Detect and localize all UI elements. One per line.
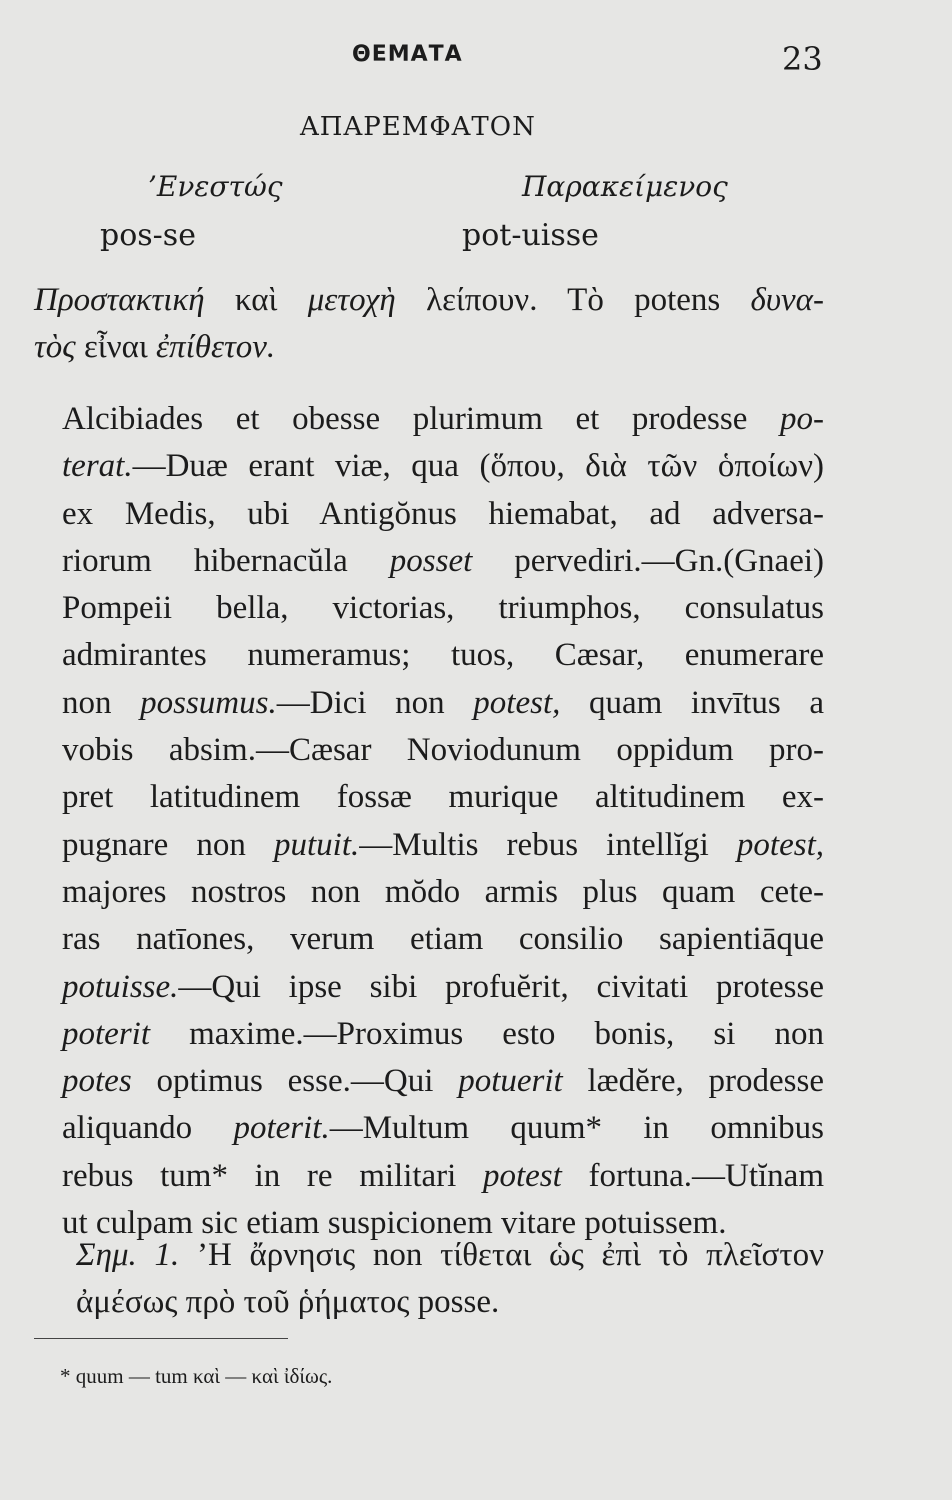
text-run: —Duæ erant viæ, qua (ὅπου, διὰ τῶν ὁποίων) — [132, 448, 824, 485]
text-run: ex Medis, ubi Antigŏnus hiemabat, ad adversa- — [62, 495, 824, 532]
running-head: ΘΕΜΑΤΑ — [352, 42, 463, 67]
text-line — [34, 680, 824, 727]
italic-word: poterit — [62, 1015, 150, 1052]
italic-word: possumus. — [140, 684, 277, 721]
note-term: ἐπίθετον. — [156, 329, 276, 366]
text-run: —Multum quum* in omnibus — [329, 1110, 824, 1147]
text-run: pret latitudinem fossæ murique altitudinem ex- — [62, 779, 824, 816]
section-title: ΑΠΑΡΕΜΦΑΤΟΝ — [300, 112, 536, 142]
note-line — [34, 324, 824, 371]
text-line — [34, 964, 824, 1011]
text-run: quam invītus a — [560, 684, 825, 721]
text-line — [34, 1232, 824, 1279]
note-term: μετοχὴ — [307, 282, 396, 318]
example-sentences-paragraph — [34, 396, 824, 1247]
text-line — [34, 1011, 824, 1058]
text-run: majores nostros non mŏdo armis plus quam cete- — [62, 873, 824, 910]
grammar-note — [34, 277, 824, 372]
italic-word: po- — [780, 401, 824, 437]
note-text: λείπουν. Τὸ potens — [395, 282, 751, 318]
text-line — [34, 443, 824, 490]
text-run: Alcibiades et obesse plurimum et prodesse — [62, 401, 780, 437]
text-run: pervediri.—Gn.(Gnaei) — [472, 542, 824, 579]
text-run: aliquando — [62, 1110, 234, 1147]
italic-word: potest, — [473, 684, 561, 721]
text-line — [34, 538, 824, 585]
text-line — [34, 585, 824, 632]
perfect-infinitive: pot-uisse — [462, 218, 599, 253]
present-infinitive: pos-se — [100, 218, 196, 253]
text-line — [34, 1058, 824, 1105]
note-term: δυνα- — [750, 282, 824, 318]
text-run: non — [62, 684, 141, 721]
text-line — [34, 491, 824, 538]
italic-word: putuit. — [274, 826, 360, 863]
italic-word: poterit. — [233, 1110, 330, 1147]
text-run: vobis absim.—Cæsar Noviodunum oppidum pro- — [62, 732, 824, 769]
text-run: rebus tum* in re militari — [62, 1157, 483, 1194]
remark-paragraph — [34, 1232, 824, 1327]
text-run: fortuna.—Utĭnam — [561, 1157, 824, 1194]
text-line — [34, 396, 824, 443]
text-line — [34, 1105, 824, 1152]
italic-word: terat. — [62, 448, 133, 485]
italic-word: posset — [389, 542, 473, 579]
text-line — [34, 1153, 824, 1200]
text-run: riorum hibernacŭla — [62, 542, 390, 579]
note-text: καὶ — [204, 282, 308, 318]
note-term: Προστακτική — [34, 282, 205, 318]
text-run: lædĕre, prodesse — [562, 1063, 824, 1100]
italic-word: potuisse. — [62, 968, 179, 1005]
footnote: * quum — tum καὶ — καὶ ἰδίως. — [60, 1364, 333, 1388]
note-term: τὸς — [34, 329, 76, 366]
text-run: admirantes numeramus; tuos, Cæsar, enumerare — [62, 637, 824, 674]
text-line — [34, 1279, 824, 1326]
text-line — [34, 822, 824, 869]
italic-word: potest, — [736, 826, 824, 863]
text-line — [34, 916, 824, 963]
note-line — [34, 277, 824, 324]
text-run: maxime.—Proximus esto bonis, si non — [150, 1015, 824, 1052]
italic-word: potes — [62, 1063, 132, 1100]
text-line — [34, 869, 824, 916]
italic-word: potest — [482, 1157, 562, 1194]
text-line — [34, 727, 824, 774]
text-run: Pompeii bella, victorias, triumphos, consulatus — [62, 590, 824, 627]
italic-word: potuerit — [458, 1063, 563, 1100]
present-tense-heading: ’Ενεστώς — [148, 170, 283, 203]
text-run: pugnare non — [62, 826, 274, 863]
text-run: —Qui ipse sibi profuĕrit, civitati protesse — [178, 968, 824, 1005]
italic-word: Σημ. 1. — [76, 1237, 180, 1273]
footnote-divider — [34, 1338, 288, 1339]
perfect-tense-heading: Παρακείμενος — [522, 170, 728, 203]
text-run: ’Η ἄρνησις non τίθεται ὡς ἐπὶ τὸ πλεῖστον — [179, 1237, 825, 1273]
page-number: 23 — [782, 40, 823, 78]
text-run: —Dici non — [276, 684, 474, 721]
note-text: εἶναι — [75, 329, 157, 366]
text-run: ἀμέσως πρὸ τοῦ ῥήματος posse. — [76, 1284, 500, 1321]
text-line — [34, 632, 824, 679]
text-line — [34, 774, 824, 821]
text-run: ut culpam sic etiam suspicionem vitare potuissem. — [62, 1205, 727, 1242]
text-run: optimus esse.—Qui — [131, 1063, 459, 1100]
text-run: ras natīones, verum etiam consilio sapientiāque — [62, 921, 824, 958]
text-run: —Multis rebus intellĭgi — [359, 826, 737, 863]
